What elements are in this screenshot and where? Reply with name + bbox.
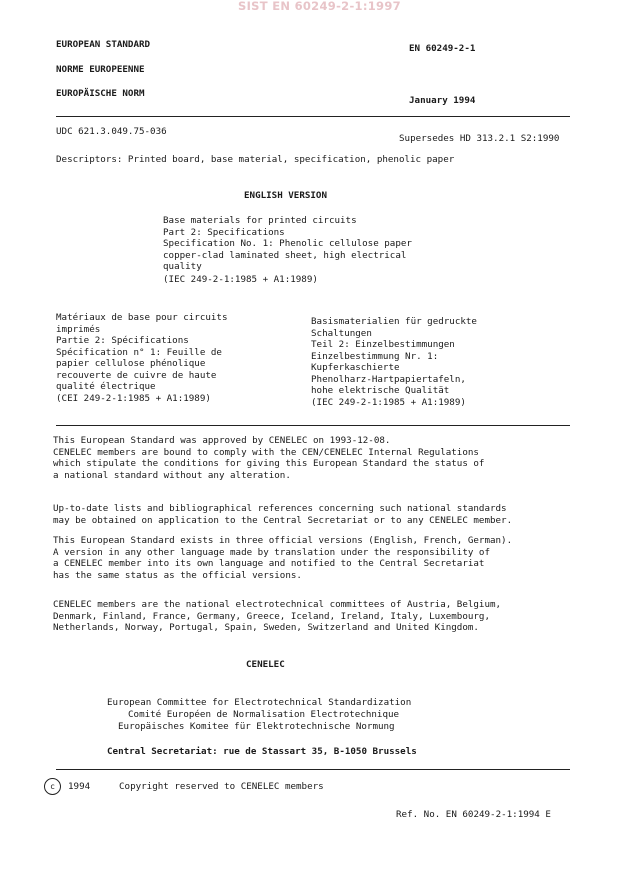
paragraph-line: Denmark, Finland, France, Germany, Greece, Iceland, Ireland, Italy, Luxembourg, bbox=[53, 610, 490, 622]
french-line: imprimés bbox=[56, 323, 101, 335]
paragraph-line: a national standard without any alteration. bbox=[53, 469, 291, 481]
paragraph-line: A version in any other language made by translation under the responsibility of bbox=[53, 546, 490, 558]
paragraph-line: This European Standard exists in three official versions (English, French, German). bbox=[53, 535, 513, 546]
english-line: (IEC 249-2-1:1985 + A1:1989) bbox=[163, 274, 318, 285]
english-version-heading: ENGLISH VERSION bbox=[244, 190, 327, 201]
udc: UDC 621.3.049.75-036 bbox=[56, 126, 167, 137]
french-line: (CEI 249-2-1:1985 + A1:1989) bbox=[56, 392, 211, 404]
paragraph-line: CENELEC members are bound to comply with the CEN/CENELEC Internal Regulations bbox=[53, 446, 479, 458]
paragraph-line: Up-to-date lists and bibliographical references concerning such national standards bbox=[53, 503, 507, 514]
committee-en: European Committee for Electrotechnical Standardization bbox=[107, 697, 412, 708]
english-line: quality bbox=[163, 261, 202, 272]
versions-rule bbox=[56, 425, 570, 426]
german-line: Kupferkaschierte bbox=[311, 362, 400, 373]
standard-number: EN 60249-2-1 bbox=[409, 43, 476, 54]
reference-number: Ref. No. EN 60249-2-1:1994 E bbox=[396, 809, 551, 820]
copyright-text: Copyright reserved to CENELEC members bbox=[119, 781, 324, 792]
german-line: Einzelbestimmung Nr. 1: bbox=[311, 350, 439, 362]
paragraph-line: has the same status as the official versions. bbox=[53, 569, 302, 581]
header-rule bbox=[56, 116, 570, 117]
paragraph-line: which stipulate the conditions for giving this European Standard the status of bbox=[53, 458, 485, 469]
cenelec-name: CENELEC bbox=[246, 659, 285, 670]
footer-rule bbox=[56, 769, 570, 770]
title-fr: NORME EUROPEENNE bbox=[56, 64, 145, 75]
title-en: EUROPEAN STANDARD bbox=[56, 39, 151, 50]
paragraph-line: a CENELEC member into its own language and notified to the Central Secretariat bbox=[53, 558, 485, 569]
publication-date: January 1994 bbox=[409, 95, 476, 106]
committee-fr: Comité Européen de Normalisation Electrotechnique bbox=[128, 709, 400, 720]
german-line: Phenolharz-Hartpapiertafeln, bbox=[311, 373, 466, 385]
english-line: Part 2: Specifications bbox=[163, 226, 285, 238]
german-line: Schaltungen bbox=[311, 327, 372, 339]
french-line: qualité électrique bbox=[56, 381, 156, 392]
german-line: hohe elektrische Qualität bbox=[311, 385, 450, 396]
copyright-year: 1994 bbox=[68, 781, 91, 792]
german-line: Basismaterialien für gedruckte bbox=[311, 316, 477, 327]
french-line: recouverte de cuivre de haute bbox=[56, 369, 217, 381]
german-line: (IEC 249-2-1:1985 + A1:1989) bbox=[311, 396, 466, 408]
paragraph-line: This European Standard was approved by CENELEC on 1993-12-08. bbox=[53, 435, 391, 446]
french-line: Spécification n° 1: Feuille de bbox=[56, 346, 222, 358]
paragraph-line: may be obtained on application to the Central Secretariat or to any CENELEC member. bbox=[53, 514, 513, 526]
french-line: Matériaux de base pour circuits bbox=[56, 312, 228, 323]
paragraph-line: CENELEC members are the national electrotechnical committees of Austria, Belgium, bbox=[53, 599, 502, 610]
supersedes: Supersedes HD 313.2.1 S2:1990 bbox=[399, 133, 560, 144]
title-de: EUROPÄISCHE NORM bbox=[56, 88, 145, 99]
english-line: Specification No. 1: Phenolic cellulose paper bbox=[163, 238, 412, 249]
watermark: SIST EN 60249-2-1:1997 bbox=[238, 0, 401, 13]
descriptors: Descriptors: Printed board, base material, specification, phenolic paper bbox=[56, 154, 455, 165]
english-line: copper-clad laminated sheet, high electrical bbox=[163, 249, 407, 261]
paragraph-line: Netherlands, Norway, Portugal, Spain, Sweden, Switzerland and United Kingdom. bbox=[53, 622, 479, 633]
german-line: Teil 2: Einzelbestimmungen bbox=[311, 339, 455, 350]
committee-de: Europäisches Komitee für Elektrotechnische Normung bbox=[118, 721, 395, 732]
english-line: Base materials for printed circuits bbox=[163, 215, 357, 226]
central-secretariat: Central Secretariat: rue de Stassart 35, B-1050 Brussels bbox=[107, 746, 417, 757]
copyright-icon: c bbox=[44, 778, 61, 795]
french-line: papier cellulose phénolique bbox=[56, 358, 206, 369]
french-line: Partie 2: Spécifications bbox=[56, 335, 189, 346]
